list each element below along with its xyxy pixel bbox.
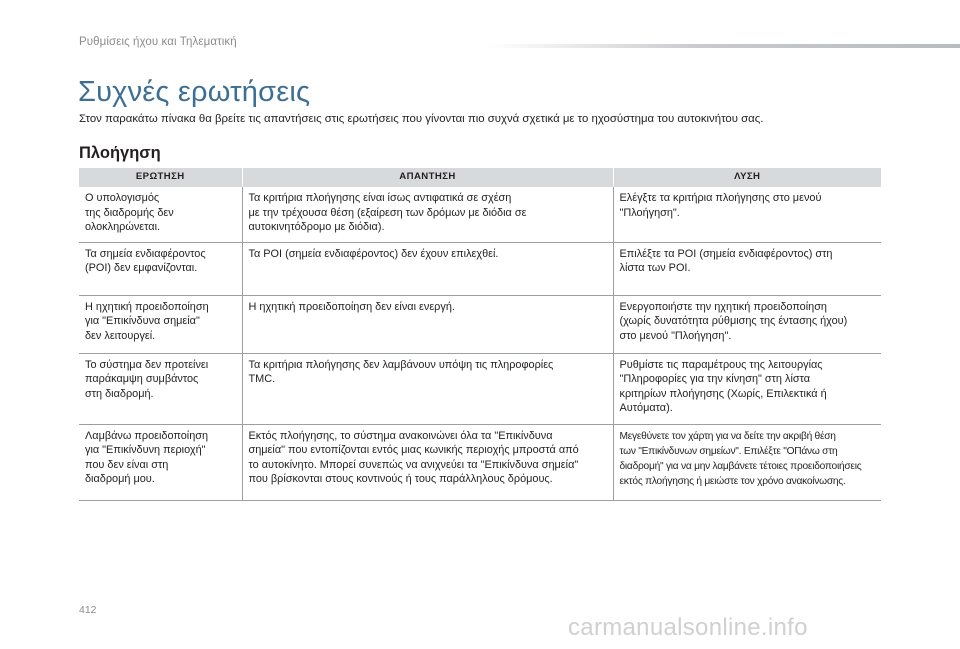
answer-text: Τα κριτήρια πλοήγησης είναι ίσως αντιφατικά σε σχέση με την τρέχουσα θέση (εξαίρεση των δρόμων με διόδια σε αυτοκινητόδρομο με διόδια). bbox=[248, 192, 527, 234]
question-cell bbox=[79, 187, 242, 242]
question-text: Τα σημεία ενδιαφέροντος (POI) δεν εμφανίζονται. bbox=[85, 247, 206, 275]
column-header-answer: ΑΠΑΝΤΗΣΗ bbox=[242, 168, 613, 187]
solution-cell bbox=[613, 187, 881, 242]
table-row bbox=[79, 242, 881, 295]
answer-text: Η ηχητική προειδοποίηση δεν είναι ενεργή. bbox=[248, 300, 455, 313]
table-row bbox=[79, 424, 881, 500]
answer-text: Τα POI (σημεία ενδιαφέροντος) δεν έχουν επιλεχθεί. bbox=[248, 247, 499, 260]
solution-text: Ελέγξτε τα κριτήρια πλοήγησης στο μενού "Πλοήγηση". bbox=[619, 192, 822, 219]
running-header: Ρυθμίσεις ήχου και Τηλεματική bbox=[79, 36, 237, 48]
answer-cell bbox=[242, 187, 613, 242]
question-cell bbox=[79, 242, 242, 295]
table-row bbox=[79, 353, 881, 424]
answer-text: Τα κριτήρια πλοήγησης δεν λαμβάνουν υπόψη τις πληροφορίες TMC. bbox=[248, 358, 554, 386]
table-header-row bbox=[79, 168, 881, 187]
question-text: Ο υπολογισμός της διαδρομής δεν ολοκληρώνεται. bbox=[85, 192, 174, 234]
table-row bbox=[79, 295, 881, 353]
solution-cell bbox=[613, 242, 881, 295]
answer-cell bbox=[242, 295, 613, 353]
column-header-question: ΕΡΩΤΗΣΗ bbox=[79, 168, 242, 187]
section-title: Πλοήγηση bbox=[79, 144, 161, 162]
solution-text: Ρυθμίστε τις παραμέτρους της λειτουργίας "Πληροφορίες για την κίνηση" στη λίστα κριτηρίων πλοήγησης (Χωρίς, Επιλεκτικά ή Αυτόματα). bbox=[619, 358, 827, 415]
solution-text: Επιλέξτε τα POI (σημεία ενδιαφέροντος) στη λίστα των POI. bbox=[619, 247, 833, 275]
column-header-solution: ΛΥΣΗ bbox=[613, 168, 881, 187]
solution-cell bbox=[613, 424, 881, 500]
faq-table bbox=[79, 168, 881, 501]
answer-text: Εκτός πλοήγησης, το σύστημα ανακοινώνει όλα τα "Επικίνδυνα σημεία" που εντοπίζονται εντός μιας κωνικής περιοχής μπροστά από το αυτοκίνητο. Μπορεί συνεπώς να ανιχνεύει τα "Επικίνδυνα σημεία" που βρίσκονται στους κοντινούς ή τους παράλληλους δρόμους. bbox=[248, 429, 579, 486]
page-number: 412 bbox=[79, 604, 97, 616]
solution-cell bbox=[613, 353, 881, 424]
answer-cell bbox=[242, 424, 613, 500]
intro-paragraph: Στον παρακάτω πίνακα θα βρείτε τις απαντήσεις στις ερωτήσεις που γίνονται πιο συχνά σχετικά με το ηχοσύστημα του αυτοκινήτου σας. bbox=[79, 113, 764, 125]
question-cell bbox=[79, 424, 242, 500]
page-title: Συχνές ερωτήσεις bbox=[78, 76, 311, 108]
answer-cell bbox=[242, 242, 613, 295]
question-text: Η ηχητική προειδοποίηση για "Επικίνδυνα σημεία" δεν λειτουργεί. bbox=[85, 300, 209, 342]
table-row bbox=[79, 187, 881, 242]
question-text: Λαμβάνω προειδοποίηση για "Επικίνδυνη περιοχή" που δεν είναι στη διαδρομή μου. bbox=[85, 429, 209, 486]
question-cell bbox=[79, 353, 242, 424]
question-cell bbox=[79, 295, 242, 353]
solution-text: Μεγεθύνετε τον χάρτη για να δείτε την ακριβή θέση των "Επικίνδυνων σημείων". Επιλέξτε "ΟΠάνω στη διαδρομή" για να μην λαμβάνετε τέτοιες προειδοποιήσεις εκτός πλοήγησης ή μειώστε τον χρόνο ανακοίνωσης. bbox=[619, 430, 862, 487]
header-divider-bar bbox=[488, 44, 960, 48]
solution-cell bbox=[613, 295, 881, 353]
solution-text: Ενεργοποιήστε την ηχητική προειδοποίηση (χωρίς δυνατότητα ρύθμισης της έντασης ήχου) στο μενού "Πλοήγηση". bbox=[619, 300, 848, 342]
question-text: Το σύστημα δεν προτείνει παράκαμψη συμβάντος στη διαδρομή. bbox=[85, 358, 209, 400]
watermark: carmanualsonline.info bbox=[568, 614, 808, 641]
answer-cell bbox=[242, 353, 613, 424]
